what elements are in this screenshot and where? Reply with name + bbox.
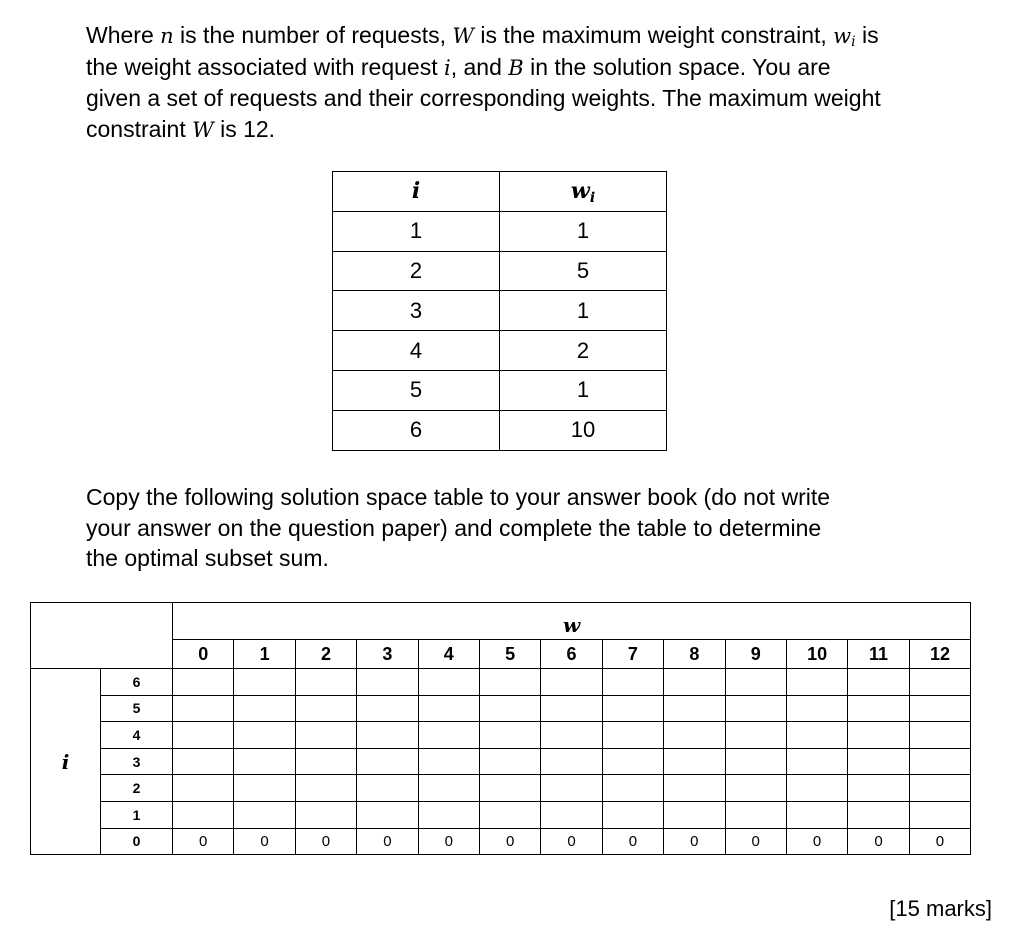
var-wi [833,24,855,48]
solution-cell-empty [295,775,356,802]
text: is the maximum weight constraint, [473,22,834,48]
text: , and [450,53,509,80]
solution-cell-empty [357,695,418,722]
solution-cell-empty [725,748,786,775]
solution-cell-empty [418,748,479,775]
solution-cell-empty [234,695,295,722]
solution-cell-empty [295,695,356,722]
solution-cell-zero: 0 [848,828,909,855]
row-header: 5 [101,695,173,722]
var-subscript-i: i [851,34,856,50]
var-W: W [192,117,214,142]
weights-cell-i: 4 [333,331,500,371]
solution-cell-empty [602,775,663,802]
solution-cell-empty [786,669,847,696]
row-header: 0 [101,828,173,855]
header-i: i [333,172,500,212]
solution-cell-zero: 0 [602,828,663,855]
column-header: 1 [234,640,295,669]
solution-cell-empty [909,695,971,722]
solution-cell-empty [541,801,602,828]
solution-row [31,748,971,775]
column-header: 12 [909,640,971,669]
column-header: 3 [357,640,418,669]
solution-row [31,828,971,855]
solution-cell-empty [357,722,418,749]
instruction-paragraph [86,482,966,574]
text: Where [86,22,161,48]
row-header: 1 [101,801,173,828]
solution-cell-empty [173,695,234,722]
weights-cell-w: 10 [500,410,667,450]
solution-cell-empty [664,722,725,749]
solution-cell-empty [541,775,602,802]
weights-cell-w: 2 [500,331,667,371]
solution-cell-empty [541,669,602,696]
text: is [855,22,879,48]
solution-cell-empty [848,801,909,828]
row-header: 6 [101,669,173,696]
solution-cell-empty [357,669,418,696]
var-n: n [160,24,174,48]
solution-cell-empty [786,722,847,749]
solution-cell-empty [602,669,663,696]
var-W: W [452,24,474,48]
solution-cell-zero: 0 [786,828,847,855]
solution-cell-empty [479,695,540,722]
solution-body [31,603,971,855]
solution-cell-zero: 0 [173,828,234,855]
solution-cell-empty [234,775,295,802]
weights-cell-i: 5 [333,370,500,410]
weights-row [333,331,667,371]
solution-row [31,801,971,828]
instruction-line-3: the optimal subset sum. [86,545,329,571]
solution-cell-empty [479,722,540,749]
solution-cell-empty [786,775,847,802]
weights-row [333,251,667,291]
solution-cell-empty [295,669,356,696]
solution-cell-empty [909,669,971,696]
text: the weight associated with request [86,53,444,80]
solution-cell-zero: 0 [909,828,971,855]
solution-cell-empty [786,695,847,722]
column-header: 5 [479,640,540,669]
solution-cell-empty [234,801,295,828]
solution-cell-empty [295,722,356,749]
solution-cell-zero: 0 [234,828,295,855]
solution-cell-empty [664,695,725,722]
solution-column-header-row [31,640,971,669]
solution-cell-empty [541,695,602,722]
solution-cell-zero: 0 [418,828,479,855]
weights-cell-i: 2 [333,251,500,291]
weights-header-row [333,172,667,212]
solution-cell-empty [848,748,909,775]
intro-line-1 [86,20,1006,52]
solution-corner-cell [31,603,173,669]
solution-cell-zero: 0 [357,828,418,855]
solution-cell-empty [479,801,540,828]
solution-cell-empty [357,775,418,802]
solution-cell-empty [479,748,540,775]
weights-table [332,171,667,451]
solution-cell-zero: 0 [664,828,725,855]
solution-cell-empty [664,801,725,828]
solution-cell-empty [909,801,971,828]
weights-row [333,291,667,331]
solution-cell-empty [295,801,356,828]
weights-cell-i: 1 [333,211,500,251]
column-header: 2 [295,640,356,669]
solution-cell-empty [234,748,295,775]
solution-cell-empty [848,669,909,696]
weights-row [333,410,667,450]
var-B: B [508,55,524,80]
solution-cell-empty [173,722,234,749]
solution-cell-zero: 0 [479,828,540,855]
column-header: 0 [173,640,234,669]
solution-cell-empty [173,669,234,696]
intro-line-3: given a set of requests and their corresponding weights. The maximum weight [86,85,881,111]
solution-row [31,775,971,802]
column-header: 7 [602,640,663,669]
text: constraint [86,115,193,142]
text: is 12. [213,115,276,142]
solution-cell-empty [418,801,479,828]
solution-cell-empty [848,775,909,802]
i-axis-label: i [31,669,101,855]
weights-cell-i: 3 [333,291,500,331]
weights-row [333,370,667,410]
solution-cell-empty [418,695,479,722]
header-wi [500,172,667,212]
solution-cell-empty [479,775,540,802]
solution-cell-empty [725,669,786,696]
instruction-line-1: Copy the following solution space table to your answer book (do not write [86,484,831,510]
solution-cell-empty [909,748,971,775]
weights-cell-w: 5 [500,251,667,291]
solution-cell-empty [786,801,847,828]
solution-cell-empty [418,775,479,802]
solution-cell-empty [725,775,786,802]
var-w: w [833,24,852,48]
solution-cell-empty [418,722,479,749]
weights-row [333,211,667,251]
weights-cell-w: 1 [500,211,667,251]
intro-line-4 [86,114,1006,146]
solution-cell-empty [357,748,418,775]
solution-cell-empty [173,775,234,802]
column-header: 10 [786,640,847,669]
row-header: 3 [101,748,173,775]
weights-cell-w: 1 [500,370,667,410]
row-header: 2 [101,775,173,802]
intro-paragraph [86,20,1006,145]
column-header: 8 [664,640,725,669]
text: in the solution space. You are [523,53,831,80]
solution-space-table [30,602,971,855]
solution-cell-empty [418,669,479,696]
solution-cell-empty [786,748,847,775]
solution-cell-zero: 0 [541,828,602,855]
header-w-sub: i [589,190,596,207]
solution-cell-empty [602,801,663,828]
intro-line-2 [86,52,1006,84]
solution-cell-empty [357,801,418,828]
solution-cell-empty [848,722,909,749]
solution-cell-empty [664,748,725,775]
solution-cell-empty [602,722,663,749]
solution-cell-empty [541,748,602,775]
w-axis-label: w [173,603,971,640]
solution-row [31,722,971,749]
header-w: w [570,178,590,205]
var-i: i [443,55,451,80]
weights-body [333,211,667,450]
solution-cell-empty [725,695,786,722]
solution-cell-empty [909,775,971,802]
solution-cell-empty [173,801,234,828]
marks-label: [15 marks] [889,896,992,921]
solution-w-label-row [31,603,971,640]
solution-cell-empty [602,695,663,722]
column-header: 11 [848,640,909,669]
column-header: 4 [418,640,479,669]
solution-cell-empty [234,722,295,749]
solution-row [31,669,971,696]
row-header: 4 [101,722,173,749]
solution-cell-empty [664,669,725,696]
solution-cell-empty [173,748,234,775]
solution-row [31,695,971,722]
weights-cell-i: 6 [333,410,500,450]
solution-cell-empty [848,695,909,722]
weights-cell-w: 1 [500,291,667,331]
solution-cell-zero: 0 [295,828,356,855]
solution-cell-empty [664,775,725,802]
solution-cell-zero: 0 [725,828,786,855]
solution-cell-empty [909,722,971,749]
solution-cell-empty [725,801,786,828]
text: is the number of requests, [173,22,453,48]
column-header: 6 [541,640,602,669]
solution-cell-empty [602,748,663,775]
instruction-line-2: your answer on the question paper) and complete the table to determine [86,514,822,541]
solution-cell-empty [541,722,602,749]
column-header: 9 [725,640,786,669]
solution-cell-empty [234,669,295,696]
solution-cell-empty [295,748,356,775]
solution-cell-empty [479,669,540,696]
solution-cell-empty [725,722,786,749]
